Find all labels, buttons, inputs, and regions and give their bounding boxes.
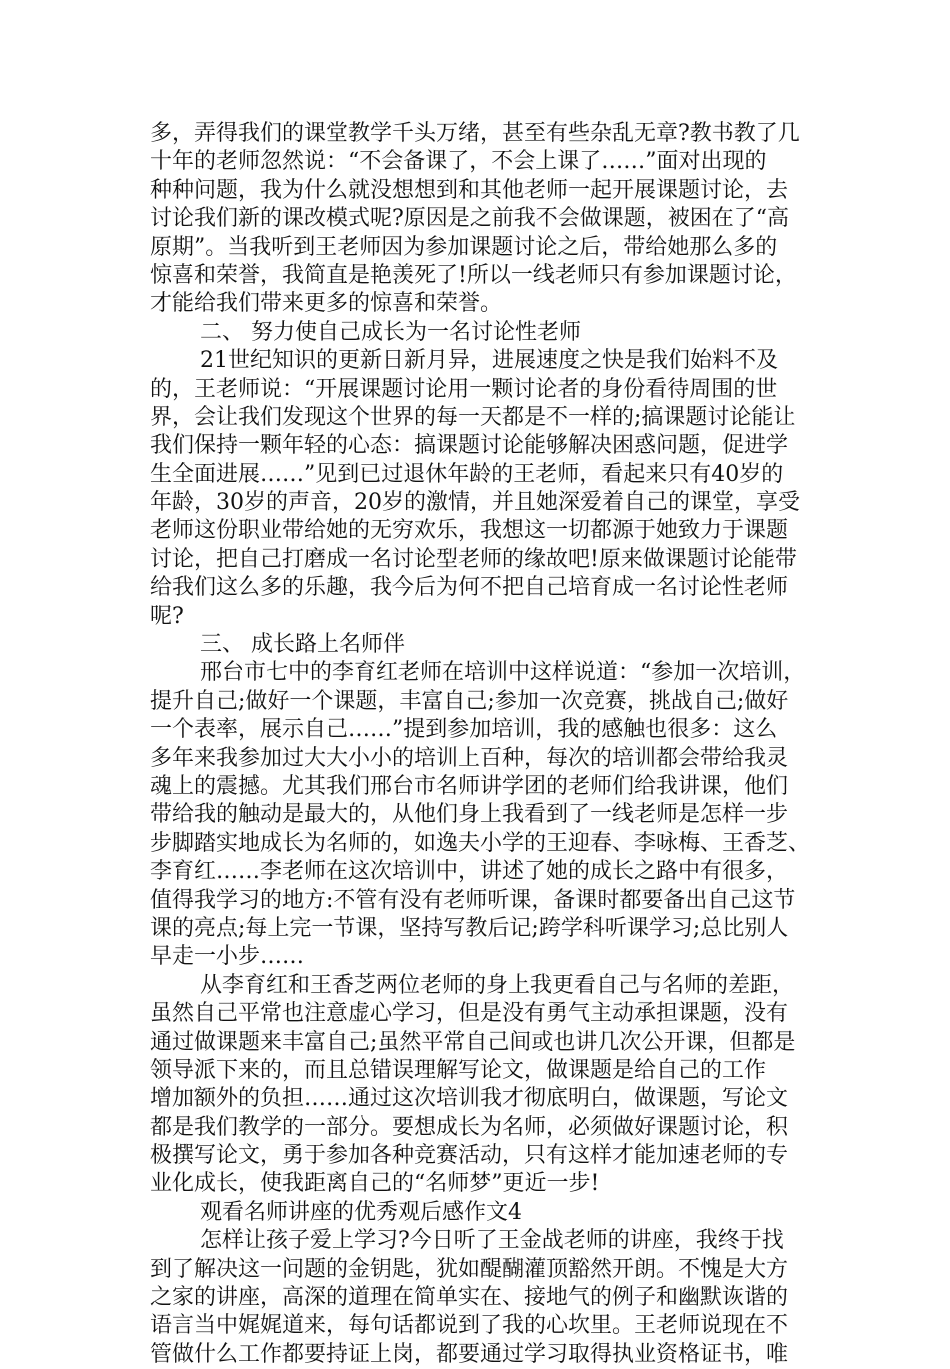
- text-line: 提升自己;做好一个课题，丰富自己;参加一次竞赛，挑战自己;做好: [150, 688, 789, 714]
- text-line: 虽然自己平常也注意虚心学习，但是没有勇气主动承担课题，没有: [150, 1001, 789, 1027]
- text-line: 从李育红和王香芝两位老师的身上我更看自己与名师的差距，: [200, 972, 795, 998]
- text-line: 讨论，把自己打磨成一名讨论型老师的缘故吧!原来做课题讨论能带: [150, 546, 797, 572]
- text-line: 都是我们教学的一部分。要想成长为名师，必须做好课题讨论，积: [150, 1114, 789, 1140]
- text-line: 通过做课题来丰富自己;虽然平常自己间或也讲几次公开课，但都是: [150, 1029, 796, 1055]
- text-line: 带给我的触动是最大的，从他们身上我看到了一线老师是怎样一步: [150, 802, 789, 828]
- text-line: 早走一小步……: [150, 944, 305, 970]
- text-line: 呢?: [150, 603, 184, 629]
- text-line: 给我们这么多的乐趣，我今后为何不把自己培育成一名讨论性老师: [150, 575, 789, 601]
- text-line: 种种问题，我为什么就没想想到和其他老师一起开展课题讨论，去: [150, 177, 789, 203]
- text-line: 21世纪知识的更新日新月异，进展速度之快是我们始料不及: [200, 348, 778, 374]
- text-line: 原期”。当我听到王老师因为参加课题讨论之后，带给她那么多的: [150, 234, 778, 260]
- text-line: 惊喜和荣誉，我简直是艳羡死了!所以一线老师只有参加课题讨论，: [150, 262, 797, 288]
- text-line: 的，王老师说：“开展课题讨论用一颗讨论者的身份看待周围的世: [150, 376, 778, 402]
- text-line: 语言当中娓娓道来，每句话都说到了我的心坎里。王老师说现在不: [150, 1313, 789, 1339]
- text-line: 值得我学习的地方:不管有没有老师听课，备课时都要备出自己这节: [150, 887, 796, 913]
- text-line: 怎样让孩子爱上学习?今日听了王金战老师的讲座，我终于找: [200, 1228, 784, 1254]
- text-line: 增加额外的负担……通过这次培训我才彻底明白，做课题，写论文: [150, 1086, 789, 1112]
- text-line: 讨论我们新的课改模式呢?原因是之前我不会做课题，被困在了“高: [150, 206, 790, 232]
- text-line: 才能给我们带来更多的惊喜和荣誉。: [150, 291, 503, 317]
- text-line: 极撰写论文，勇于参加各种竞赛活动，只有这样才能加速老师的专: [150, 1143, 789, 1169]
- text-line: 老师这份职业带给她的无穷欢乐，我想这一切都源于她致力于课题: [150, 518, 789, 544]
- text-line: 魂上的震撼。尤其我们邢台市名师讲学团的老师们给我讲课，他们: [150, 773, 789, 799]
- text-line: 一个表率，展示自己……”提到参加培训，我的感触也很多：这么: [150, 717, 778, 743]
- text-line: 之家的讲座，高深的道理在简单实在、接地气的例子和幽默诙谐的: [150, 1285, 789, 1311]
- text-line: 我们保持一颗年轻的心态：搞课题讨论能够解决困惑问题，促进学: [150, 433, 789, 459]
- text-line: 年龄，30岁的声音，20岁的激情，并且她深爱着自己的课堂，享受: [150, 490, 800, 516]
- text-line: 课的亮点;每上完一节课，坚持写教后记;跨学科听课学习;总比别人: [150, 915, 789, 941]
- section-heading: 三、 成长路上名师伴: [200, 632, 405, 658]
- document-body: [150, 120, 810, 1369]
- section-heading: 二、 努力使自己成长为一名讨论性老师: [200, 319, 581, 345]
- text-line: 李育红……李老师在这次培训中，讲述了她的成长之路中有很多，: [150, 859, 789, 885]
- text-line: 到了解决这一问题的金钥匙，犹如醍醐灌顶豁然开朗。不愧是大方: [150, 1256, 789, 1282]
- text-line: 管做什么工作都要持证上岗，都要通过学习取得执业资格证书，唯: [150, 1341, 789, 1367]
- text-line: 邢台市七中的李育红老师在培训中这样说道：“参加一次培训，: [200, 660, 806, 686]
- text-line: 界，会让我们发现这个世界的每一天都是不一样的;搞课题讨论能让: [150, 404, 796, 430]
- text-line: 多年来我参加过大大小小的培训上百种，每次的培训都会带给我灵: [150, 745, 789, 771]
- text-line: 领导派下来的，而且总错误理解写论文，做课题是给自己的工作: [150, 1057, 767, 1083]
- text-line: 多，弄得我们的课堂教学千头万绪，甚至有些杂乱无章?教书教了几: [150, 121, 800, 146]
- text-line: 业化成长，使我距离自己的“名师梦”更近一步!: [150, 1171, 600, 1197]
- text-line: 步脚踏实地成长为名师的，如逸夫小学的王迎春、李咏梅、王香芝、: [150, 830, 811, 856]
- text-line: 十年的老师忽然说：“不会备课了，不会上课了……”面对出现的: [150, 149, 767, 175]
- text-line: 生全面进展……”见到已过退休年龄的王老师，看起来只有40岁的: [150, 461, 784, 487]
- article-title: 观看名师讲座的优秀观后感作文4: [200, 1199, 522, 1225]
